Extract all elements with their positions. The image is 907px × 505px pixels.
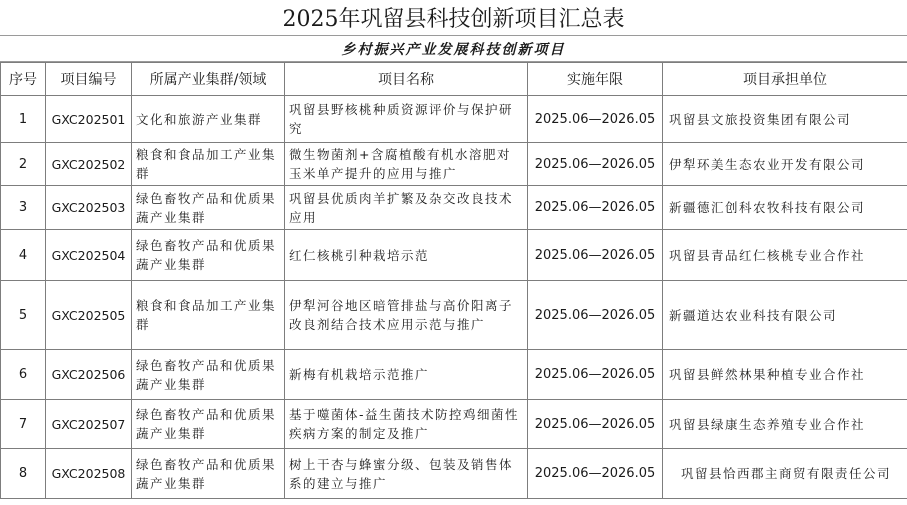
cell-name: 伊犁河谷地区暗管排盐与高价阳离子改良剂结合技术应用示范与推广 — [285, 281, 528, 350]
cell-unit: 新疆德汇创科农牧科技有限公司 — [663, 186, 907, 230]
header-code: 项目编号 — [46, 63, 132, 96]
cell-name: 红仁核桃引种栽培示范 — [285, 230, 528, 281]
table-row — [1, 281, 907, 350]
cell-index: 2 — [1, 143, 46, 186]
cell-index: 6 — [1, 350, 46, 400]
table-row — [1, 143, 907, 186]
sheet-subtitle: 乡村振兴产业发展科技创新项目 — [0, 36, 907, 62]
cell-period: 2025.06—2026.05 — [528, 230, 663, 281]
cell-cluster: 绿色畜牧产品和优质果蔬产业集群 — [132, 400, 285, 449]
cell-code: GXC202506 — [46, 350, 132, 400]
cell-index: 8 — [1, 449, 46, 499]
cell-unit: 巩留县恰西郡主商贸有限责任公司 — [663, 449, 907, 499]
cell-code: GXC202501 — [46, 96, 132, 143]
cell-index: 7 — [1, 400, 46, 449]
cell-name: 微生物菌剂+含腐植酸有机水溶肥对玉米单产提升的应用与推广 — [285, 143, 528, 186]
table-row — [1, 400, 907, 449]
cell-cluster: 粮食和食品加工产业集群 — [132, 281, 285, 350]
cell-period: 2025.06—2026.05 — [528, 281, 663, 350]
cell-index: 5 — [1, 281, 46, 350]
cell-code: GXC202504 — [46, 230, 132, 281]
cell-period: 2025.06—2026.05 — [528, 143, 663, 186]
cell-cluster: 粮食和食品加工产业集群 — [132, 143, 285, 186]
cell-name: 巩留县野核桃种质资源评价与保护研究 — [285, 96, 528, 143]
table-row — [1, 230, 907, 281]
sheet-title: 2025年巩留县科技创新项目汇总表 — [0, 0, 907, 36]
cell-code: GXC202503 — [46, 186, 132, 230]
cell-code: GXC202502 — [46, 143, 132, 186]
cell-unit: 巩留县文旅投资集团有限公司 — [663, 96, 907, 143]
cell-cluster: 绿色畜牧产品和优质果蔬产业集群 — [132, 449, 285, 499]
cell-unit: 新疆道达农业科技有限公司 — [663, 281, 907, 350]
cell-cluster: 绿色畜牧产品和优质果蔬产业集群 — [132, 350, 285, 400]
cell-period: 2025.06—2026.05 — [528, 186, 663, 230]
header-cluster: 所属产业集群/领域 — [132, 63, 285, 96]
cell-code: GXC202505 — [46, 281, 132, 350]
cell-unit: 巩留县鲜然林果种植专业合作社 — [663, 350, 907, 400]
cell-name: 新梅有机栽培示范推广 — [285, 350, 528, 400]
table-row — [1, 449, 907, 499]
header-period: 实施年限 — [528, 63, 663, 96]
cell-period: 2025.06—2026.05 — [528, 96, 663, 143]
cell-name: 基于噬菌体-益生菌技术防控鸡细菌性疾病方案的制定及推广 — [285, 400, 528, 449]
cell-code: GXC202508 — [46, 449, 132, 499]
cell-unit: 伊犁环美生态农业开发有限公司 — [663, 143, 907, 186]
header-index: 序号 — [1, 63, 46, 96]
cell-name: 树上干杏与蜂蜜分级、包装及销售体系的建立与推广 — [285, 449, 528, 499]
cell-cluster: 绿色畜牧产品和优质果蔬产业集群 — [132, 186, 285, 230]
table-row — [1, 96, 907, 143]
cell-unit: 巩留县青品红仁核桃专业合作社 — [663, 230, 907, 281]
cell-period: 2025.06—2026.05 — [528, 449, 663, 499]
cell-cluster: 绿色畜牧产品和优质果蔬产业集群 — [132, 230, 285, 281]
cell-cluster: 文化和旅游产业集群 — [132, 96, 285, 143]
cell-index: 4 — [1, 230, 46, 281]
cell-code: GXC202507 — [46, 400, 132, 449]
table-row — [1, 186, 907, 230]
cell-index: 1 — [1, 96, 46, 143]
table-row — [1, 350, 907, 400]
project-table — [0, 62, 907, 499]
cell-unit: 巩留县绿康生态养殖专业合作社 — [663, 400, 907, 449]
header-unit: 项目承担单位 — [663, 63, 907, 96]
header-name: 项目名称 — [285, 63, 528, 96]
cell-period: 2025.06—2026.05 — [528, 400, 663, 449]
cell-name: 巩留县优质肉羊扩繁及杂交改良技术应用 — [285, 186, 528, 230]
header-row — [1, 63, 907, 96]
cell-period: 2025.06—2026.05 — [528, 350, 663, 400]
cell-index: 3 — [1, 186, 46, 230]
